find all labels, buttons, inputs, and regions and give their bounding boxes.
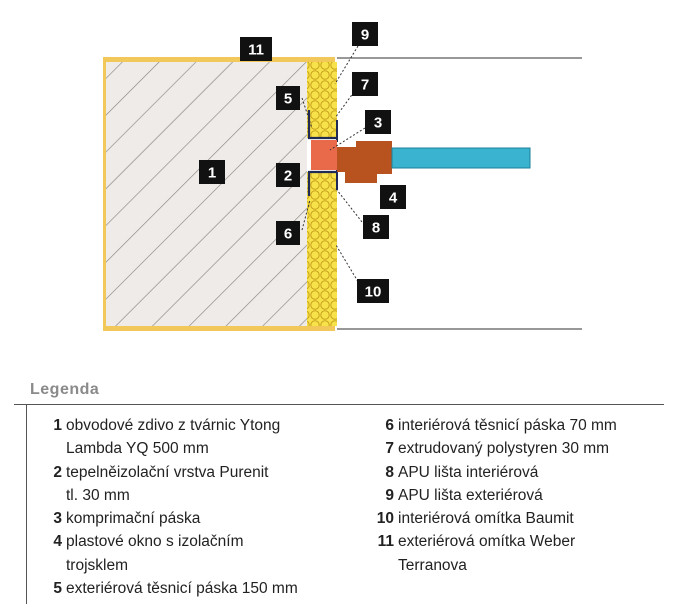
legend-item-text [66, 530, 360, 577]
legend-item-line: obvodové zdivo z tvárnic Ytong [66, 417, 281, 434]
callout-tag-label: 7 [360, 76, 370, 94]
legend-item-text [66, 507, 360, 530]
legend-item-line: tl. 30 mm [66, 486, 130, 504]
legend-item-5 [40, 577, 360, 600]
legend-item-number: 9 [385, 486, 394, 504]
callout-tag-11 [240, 37, 272, 61]
legend-item-line: Terranova [398, 556, 467, 574]
legend-item-4 [40, 530, 360, 577]
legend-item-10 [372, 507, 672, 530]
legend-side-line [26, 404, 27, 604]
leader-7 [335, 92, 354, 118]
legend-item-1 [40, 414, 360, 461]
legend-item-11 [372, 530, 672, 577]
callout-tag-label: 6 [283, 225, 293, 243]
leader-8 [337, 190, 362, 222]
legend-item-number: 10 [376, 510, 394, 528]
legend-title: Legenda [30, 381, 100, 398]
legend-item-line: extrudovaný polystyren 30 mm [398, 440, 610, 458]
callout-tag-label: 11 [248, 41, 264, 59]
legend-item-number: 11 [377, 533, 394, 551]
window-frame [337, 141, 392, 183]
legend-item-text [66, 414, 360, 461]
callout-tag-label: 4 [388, 189, 398, 207]
callout-tag-2 [276, 163, 300, 187]
legend-divider [14, 404, 664, 405]
callout-tag-7 [352, 72, 378, 96]
legend-item-number: 6 [385, 417, 394, 434]
callout-tag-4 [380, 185, 406, 209]
legend-item-number: 4 [53, 533, 62, 551]
callout-tag-label: 5 [283, 90, 293, 108]
legend-item-number: 3 [53, 510, 62, 528]
legend-item-line: APU lišta exteriérová [398, 486, 543, 504]
legend-item-line: interiérová omítka Baumit [398, 510, 574, 528]
callout-tag-3 [365, 110, 391, 134]
legend-item-line: plastové okno s izolačním [66, 533, 244, 551]
legend-item-number: 8 [385, 463, 394, 481]
legend-item-9 [372, 484, 672, 507]
legend-item-8 [372, 461, 672, 484]
legend-item-text [398, 437, 672, 460]
legend-item-text [398, 507, 672, 530]
callout-tag-8 [363, 215, 389, 239]
callout-tag-label: 1 [207, 164, 217, 182]
legend-column-right [372, 414, 672, 577]
window-glazing [392, 148, 530, 168]
callout-tag-9 [352, 22, 378, 46]
exterior-render-top [103, 57, 335, 62]
legend-item-number: 5 [53, 580, 62, 598]
callout-tag-5 [276, 86, 300, 110]
legend-column-left [40, 414, 360, 600]
leader-10 [336, 245, 360, 285]
legend-item-number: 2 [53, 463, 62, 481]
callout-tag-label: 3 [373, 114, 383, 132]
legend-item-text [66, 577, 360, 600]
compression-tape [311, 140, 337, 170]
legend-item-7 [372, 437, 672, 460]
legend-item-text [398, 484, 672, 507]
legend-item-line: tepelněizolační vrstva Purenit [66, 463, 269, 481]
callout-tag-1 [199, 160, 225, 184]
callout-tag-10 [357, 279, 389, 303]
legend-item-line: trojsklem [66, 556, 129, 574]
legend-item-line: Lambda YQ 500 mm [66, 440, 209, 458]
xps-insulation-upper [307, 62, 337, 138]
legend-item-line: exteriérová omítka Weber [398, 533, 576, 551]
callout-tag-label: 2 [283, 167, 293, 185]
legend-item-3 [40, 507, 360, 530]
legend-item-text [398, 461, 672, 484]
legend-item-number: 7 [385, 440, 394, 458]
legend-item-line: interiérová těsnicí páska 70 mm [398, 417, 617, 434]
legend-item-text [398, 414, 672, 437]
xps-insulation-lower [307, 172, 337, 326]
legend-item-text [398, 530, 672, 577]
exterior-render-bottom [103, 326, 335, 331]
legend-item-line: APU lišta interiérová [398, 463, 539, 481]
callout-tag-label: 8 [371, 219, 381, 237]
legend-item-text [66, 461, 360, 508]
legend-item-2 [40, 461, 360, 508]
legend-item-number: 1 [53, 417, 62, 434]
render-left-edge [103, 57, 106, 331]
callout-tag-label: 9 [360, 26, 370, 44]
callout-tag-label: 10 [364, 283, 382, 301]
callout-tag-6 [276, 221, 300, 245]
legend-item-line: exteriérová těsnicí páska 150 mm [66, 580, 298, 598]
legend-item-6 [372, 414, 672, 437]
legend-item-line: komprimační páska [66, 510, 201, 528]
